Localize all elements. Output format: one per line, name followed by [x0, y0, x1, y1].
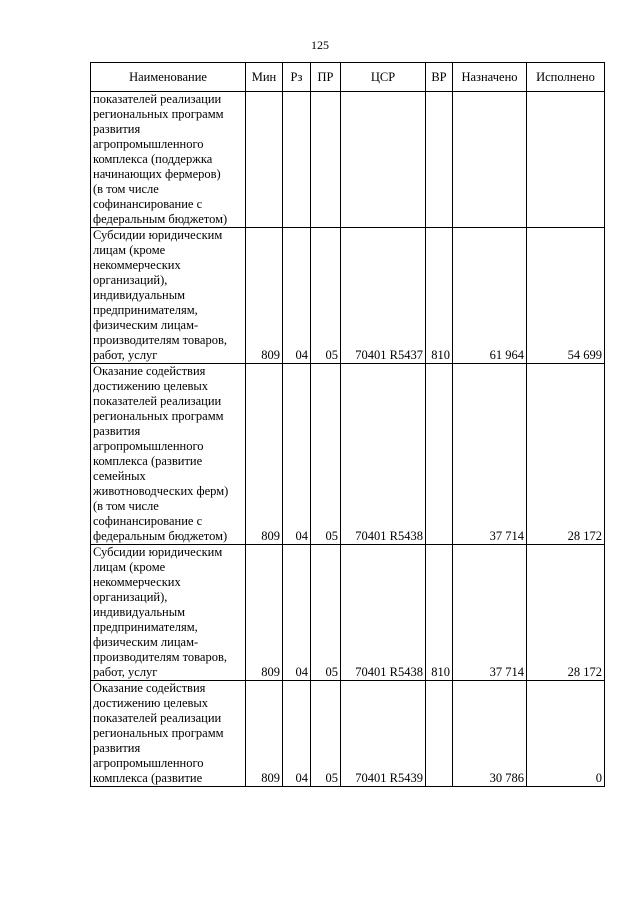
cell-pr: 05: [311, 681, 341, 787]
cell-min: 809: [246, 681, 283, 787]
cell-pr: 05: [311, 545, 341, 681]
cell-rz: 04: [283, 545, 311, 681]
table-row: [91, 92, 605, 228]
cell-min: 809: [246, 545, 283, 681]
name-line: организаций),: [93, 590, 168, 604]
name-line: развития: [93, 741, 141, 755]
name-line: федеральным бюджетом): [93, 529, 228, 543]
cell-csr: 70401 R5437: [341, 228, 426, 364]
name-line: физическим лицам-: [93, 635, 199, 649]
name-line: работ, услуг: [93, 665, 158, 679]
header-csr: ЦСР: [341, 63, 426, 92]
name-line: показателей реализации: [93, 711, 222, 725]
name-line: семейных: [93, 469, 146, 483]
name-line: индивидуальным: [93, 605, 186, 619]
budget-table: [90, 62, 605, 787]
cell-executed: 28 172: [527, 545, 605, 681]
cell-csr: 70401 R5438: [341, 364, 426, 545]
cell-rz: 04: [283, 364, 311, 545]
name-line: региональных программ: [93, 726, 224, 740]
name-line: начинающих фермеров): [93, 167, 221, 181]
name-line: (в том числе: [93, 182, 159, 196]
name-line: предпринимателям,: [93, 620, 198, 634]
cell-rz: 04: [283, 681, 311, 787]
table-row: [91, 228, 605, 364]
name-line: производителям товаров,: [93, 333, 227, 347]
cell-name: [91, 681, 246, 787]
name-line: софинансирование с: [93, 197, 203, 211]
name-line: организаций),: [93, 273, 168, 287]
cell-pr: 05: [311, 364, 341, 545]
name-line: развития: [93, 122, 141, 136]
name-line: агропромышленного: [93, 756, 204, 770]
cell-rz: 04: [283, 228, 311, 364]
cell-name: [91, 92, 246, 228]
cell-vr: 810: [426, 545, 453, 681]
name-line: физическим лицам-: [93, 318, 199, 332]
name-line: животноводческих ферм): [93, 484, 229, 498]
cell-vr: [426, 92, 453, 228]
header-name: Наименование: [91, 63, 246, 92]
cell-assigned: 37 714: [453, 364, 527, 545]
name-line: лицам (кроме: [93, 560, 166, 574]
name-line: (в том числе: [93, 499, 159, 513]
cell-vr: [426, 364, 453, 545]
cell-vr: 810: [426, 228, 453, 364]
cell-assigned: [453, 92, 527, 228]
name-line: развития: [93, 424, 141, 438]
name-line: агропромышленного: [93, 137, 204, 151]
header-assigned: Назначено: [453, 63, 527, 92]
name-line: работ, услуг: [93, 348, 158, 362]
name-line: агропромышленного: [93, 439, 204, 453]
cell-name: [91, 228, 246, 364]
name-line: некоммерческих: [93, 575, 181, 589]
name-line: предпринимателям,: [93, 303, 198, 317]
table-header-row: [91, 63, 605, 92]
header-rz: Рз: [283, 63, 311, 92]
name-line: Оказание содействия: [93, 364, 206, 378]
cell-min: [246, 92, 283, 228]
name-line: региональных программ: [93, 409, 224, 423]
name-line: достижению целевых: [93, 379, 209, 393]
name-line: лицам (кроме: [93, 243, 166, 257]
cell-min: 809: [246, 228, 283, 364]
table-row: [91, 545, 605, 681]
page-number: 125: [311, 38, 329, 52]
name-line: Оказание содействия: [93, 681, 206, 695]
cell-name: [91, 364, 246, 545]
cell-assigned: 61 964: [453, 228, 527, 364]
cell-pr: 05: [311, 228, 341, 364]
table-row: [91, 364, 605, 545]
header-vr: ВР: [426, 63, 453, 92]
table-row: [91, 681, 605, 787]
cell-csr: 70401 R5439: [341, 681, 426, 787]
cell-vr: [426, 681, 453, 787]
cell-executed: 28 172: [527, 364, 605, 545]
cell-pr: [311, 92, 341, 228]
cell-assigned: 30 786: [453, 681, 527, 787]
name-line: индивидуальным: [93, 288, 186, 302]
name-line: показателей реализации: [93, 394, 222, 408]
cell-executed: [527, 92, 605, 228]
header-executed: Исполнено: [527, 63, 605, 92]
cell-executed: 54 699: [527, 228, 605, 364]
header-min: Мин: [246, 63, 283, 92]
cell-rz: [283, 92, 311, 228]
cell-executed: 0: [527, 681, 605, 787]
header-pr: ПР: [311, 63, 341, 92]
cell-assigned: 37 714: [453, 545, 527, 681]
cell-min: 809: [246, 364, 283, 545]
name-line: показателей реализации: [93, 92, 222, 106]
name-line: федеральным бюджетом): [93, 212, 228, 226]
cell-csr: 70401 R5438: [341, 545, 426, 681]
name-line: производителям товаров,: [93, 650, 227, 664]
cell-name: [91, 545, 246, 681]
name-line: комплекса (развитие: [93, 771, 203, 785]
name-line: комплекса (поддержка: [93, 152, 213, 166]
name-line: софинансирование с: [93, 514, 203, 528]
name-line: Субсидии юридическим: [93, 228, 223, 242]
cell-csr: [341, 92, 426, 228]
name-line: комплекса (развитие: [93, 454, 203, 468]
name-line: региональных программ: [93, 107, 224, 121]
name-line: Субсидии юридическим: [93, 545, 223, 559]
name-line: некоммерческих: [93, 258, 181, 272]
name-line: достижению целевых: [93, 696, 209, 710]
